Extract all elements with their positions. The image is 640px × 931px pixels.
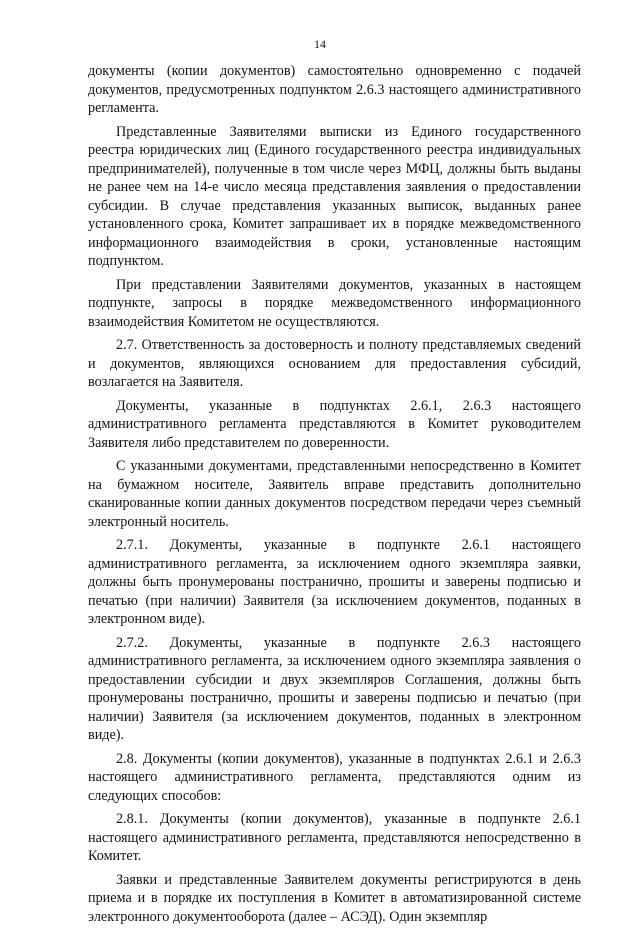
paragraph-registration: Заявки и представленные Заявителем документы регистрируются в день приема и в порядке их поступления в Комитет в автоматизированной системе электронного документооборота (далее – АСЭД). Один экземпляр bbox=[88, 871, 581, 925]
paragraph-2-7-2: 2.7.2. Документы, указанные в подпункте 2.6.3 настоящего административного регламента, за исключением одного экземпляра заявления о предоставлении субсидии и двух экземпляров Соглашения, должны быть пронумерованы постранично, прошиты и заверены подписью и печатью (при наличии) Заявителя (за исключением документов, поданных в электронном виде). bbox=[88, 634, 581, 743]
paragraph-submission-by-head: Документы, указанные в подпунктах 2.6.1, 2.6.3 настоящего административного регламента представляются в Комитет руководителем Заявителя либо представителем по доверенности. bbox=[88, 397, 581, 451]
paragraph-2-8: 2.8. Документы (копии документов), указанные в подпунктах 2.6.1 и 2.6.3 настоящего административного регламента, представляются одним из следующих способов: bbox=[88, 750, 581, 804]
paragraph-2-7: 2.7. Ответственность за достоверность и полноту представляемых сведений и документов, являющихся основанием для предоставления субсидий, возлагается на Заявителя. bbox=[88, 337, 581, 390]
document-body bbox=[88, 62, 581, 931]
paragraph-2-8-1: 2.8.1. Документы (копии документов), указанные в подпункте 2.6.1 настоящего административного регламента, представляются непосредственно в Комитет. bbox=[88, 811, 581, 864]
paragraph-2-7-1: 2.7.1. Документы, указанные в подпункте 2.6.1 настоящего административного регламента, за исключением одного экземпляра заявки, должны быть пронумерованы постранично, прошиты и заверены подписью и печатью (при наличии) Заявителя (за исключением документов, поданных в электронном виде). bbox=[88, 537, 581, 627]
paragraph-egrul-extracts: Представленные Заявителями выписки из Единого государственного реестра юридических лиц (Единого государственного реестра индивидуальных предпринимателей), полученные в том числе через МФЦ, должны быть выданы не ранее чем на 14-е число месяца представления заявления о предоставлении субсидии. В случае представления указанных выписок, выданных ранее установленного срока, Комитет запрашивает их в порядке межведомственного информационного взаимодействия в сроки, установленные настоящим подпунктом. bbox=[88, 123, 581, 269]
page-number: 14 bbox=[314, 37, 326, 51]
paragraph-scanned-copies: С указанными документами, представленными непосредственно в Комитет на бумажном носителе, Заявитель вправе представить дополнительно сканированные копии данных документов посредством передачи через съемный электронный носитель. bbox=[88, 458, 581, 530]
paragraph-interagency-requests: При представлении Заявителями документов, указанных в настоящем подпункте, запросы в порядке межведомственного информационного взаимодействия Комитетом не осуществляются. bbox=[88, 276, 581, 330]
paragraph-continuation: документы (копии документов) самостоятельно одновременно с подачей документов, предусмотренных подпунктом 2.6.3 настоящего административного регламента. bbox=[88, 63, 581, 116]
